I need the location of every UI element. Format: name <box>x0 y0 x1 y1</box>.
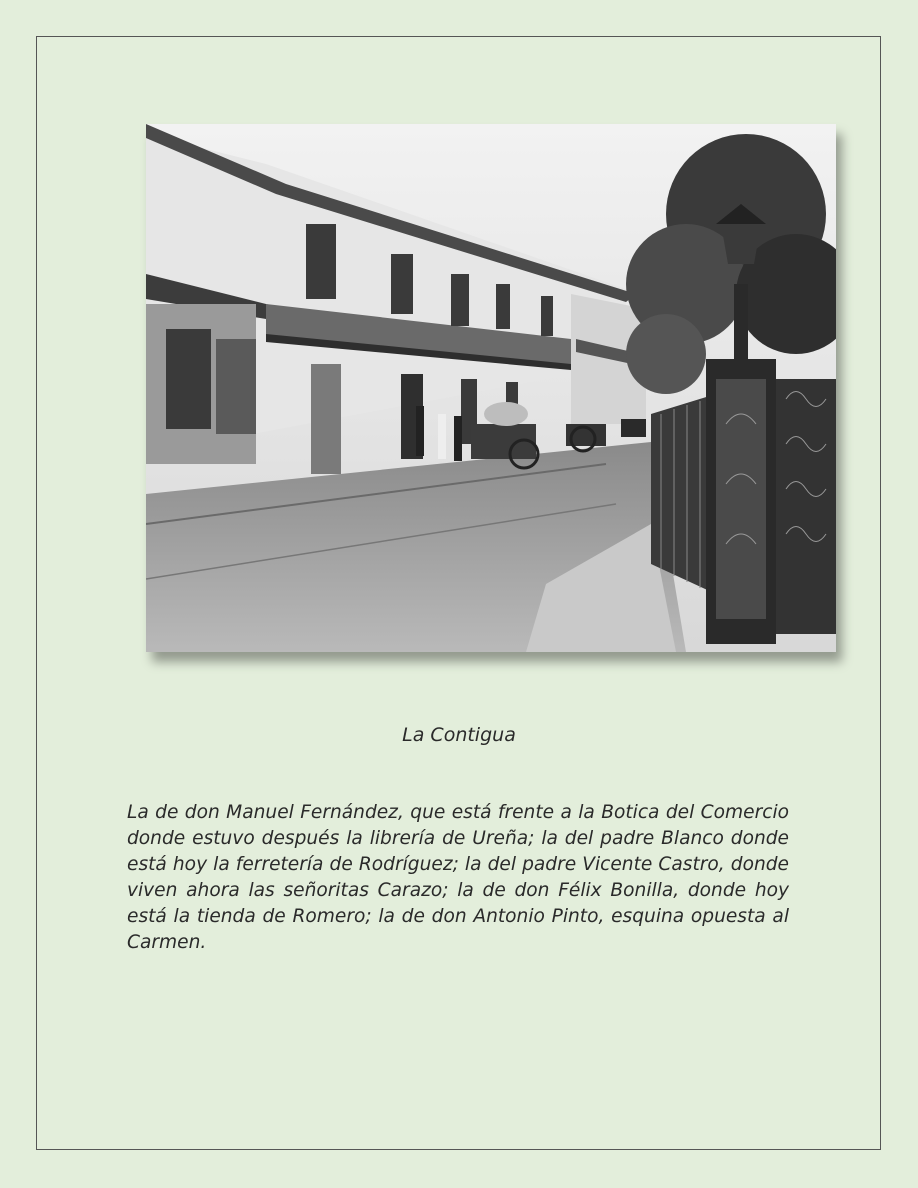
body-paragraph: La de don Manuel Fernández, que está frente a la Botica del Comercio donde estuvo después la librería de Ureña; la del padre Blanco donde está hoy la ferretería de Rodríguez; la del padre Vicente Castro, donde viven ahora las señoritas Carazo; la de don Félix Bonilla, donde hoy está la tienda de Romero; la de don Antonio Pinto, esquina opuesta al Carmen. <box>127 802 789 953</box>
street-lamp <box>721 224 761 264</box>
street-scene-illustration <box>146 124 836 652</box>
historic-street-photo <box>146 124 836 652</box>
photo-caption: La Contigua <box>402 724 516 746</box>
